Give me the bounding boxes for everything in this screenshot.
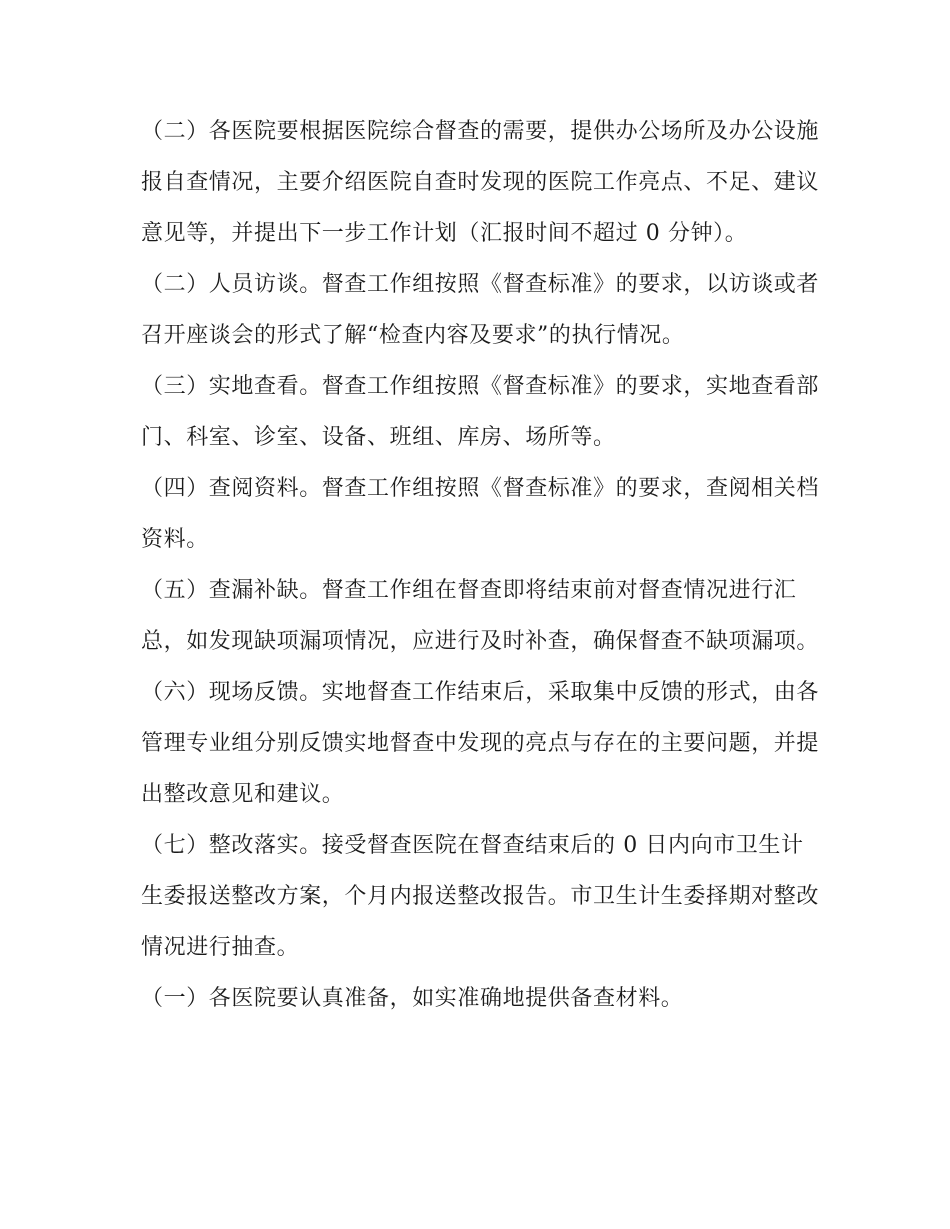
paragraph-onsite-feedback: （六）现场反馈。实地督查工作结束后，采取集中反馈的形式，由各管理专业组分别反馈实地督查中发现的亮点与存在的主要问题，并提出整改意见和建议。: [141, 680, 820, 807]
paragraph-preparation: （一）各医院要认真准备，如实准确地提供备查材料。: [141, 986, 684, 1011]
paragraph-staff-interview: （二）人员访谈。督查工作组按照《督查标准》的要求，以访谈或者召开座谈会的形式了解“检查内容及要求”的执行情况。: [141, 272, 820, 348]
paragraph-document-review: （四）查阅资料。督查工作组按照《督查标准》的要求，查阅相关档资料。: [141, 476, 820, 552]
paragraph-site-inspection: （三）实地查看。督查工作组按照《督查标准》的要求，实地查看部门、科室、诊室、设备、班组、库房、场所等。: [141, 374, 820, 450]
paragraph-gap-check: （五）查漏补缺。督查工作组在督查即将结束前对督查情况进行汇总，如发现缺项漏项情况，应进行及时补查，确保督查不缺项漏项。: [141, 578, 820, 654]
document-body: [141, 106, 821, 1024]
paragraph-rectification: （七）整改落实。接受督查医院在督查结束后的 0 日内向市卫生计生委报送整改方案，个月内报送整改报告。市卫生计生委择期对整改情况进行抽查。: [141, 833, 820, 960]
paragraph-office-setup: （二）各医院要根据医院综合督查的需要，提供办公场所及办公设施报自查情况，主要介绍医院自查时发现的医院工作亮点、不足、建议意见等，并提出下一步工作计划（汇报时间不超过 0 分钟）。: [141, 119, 820, 246]
